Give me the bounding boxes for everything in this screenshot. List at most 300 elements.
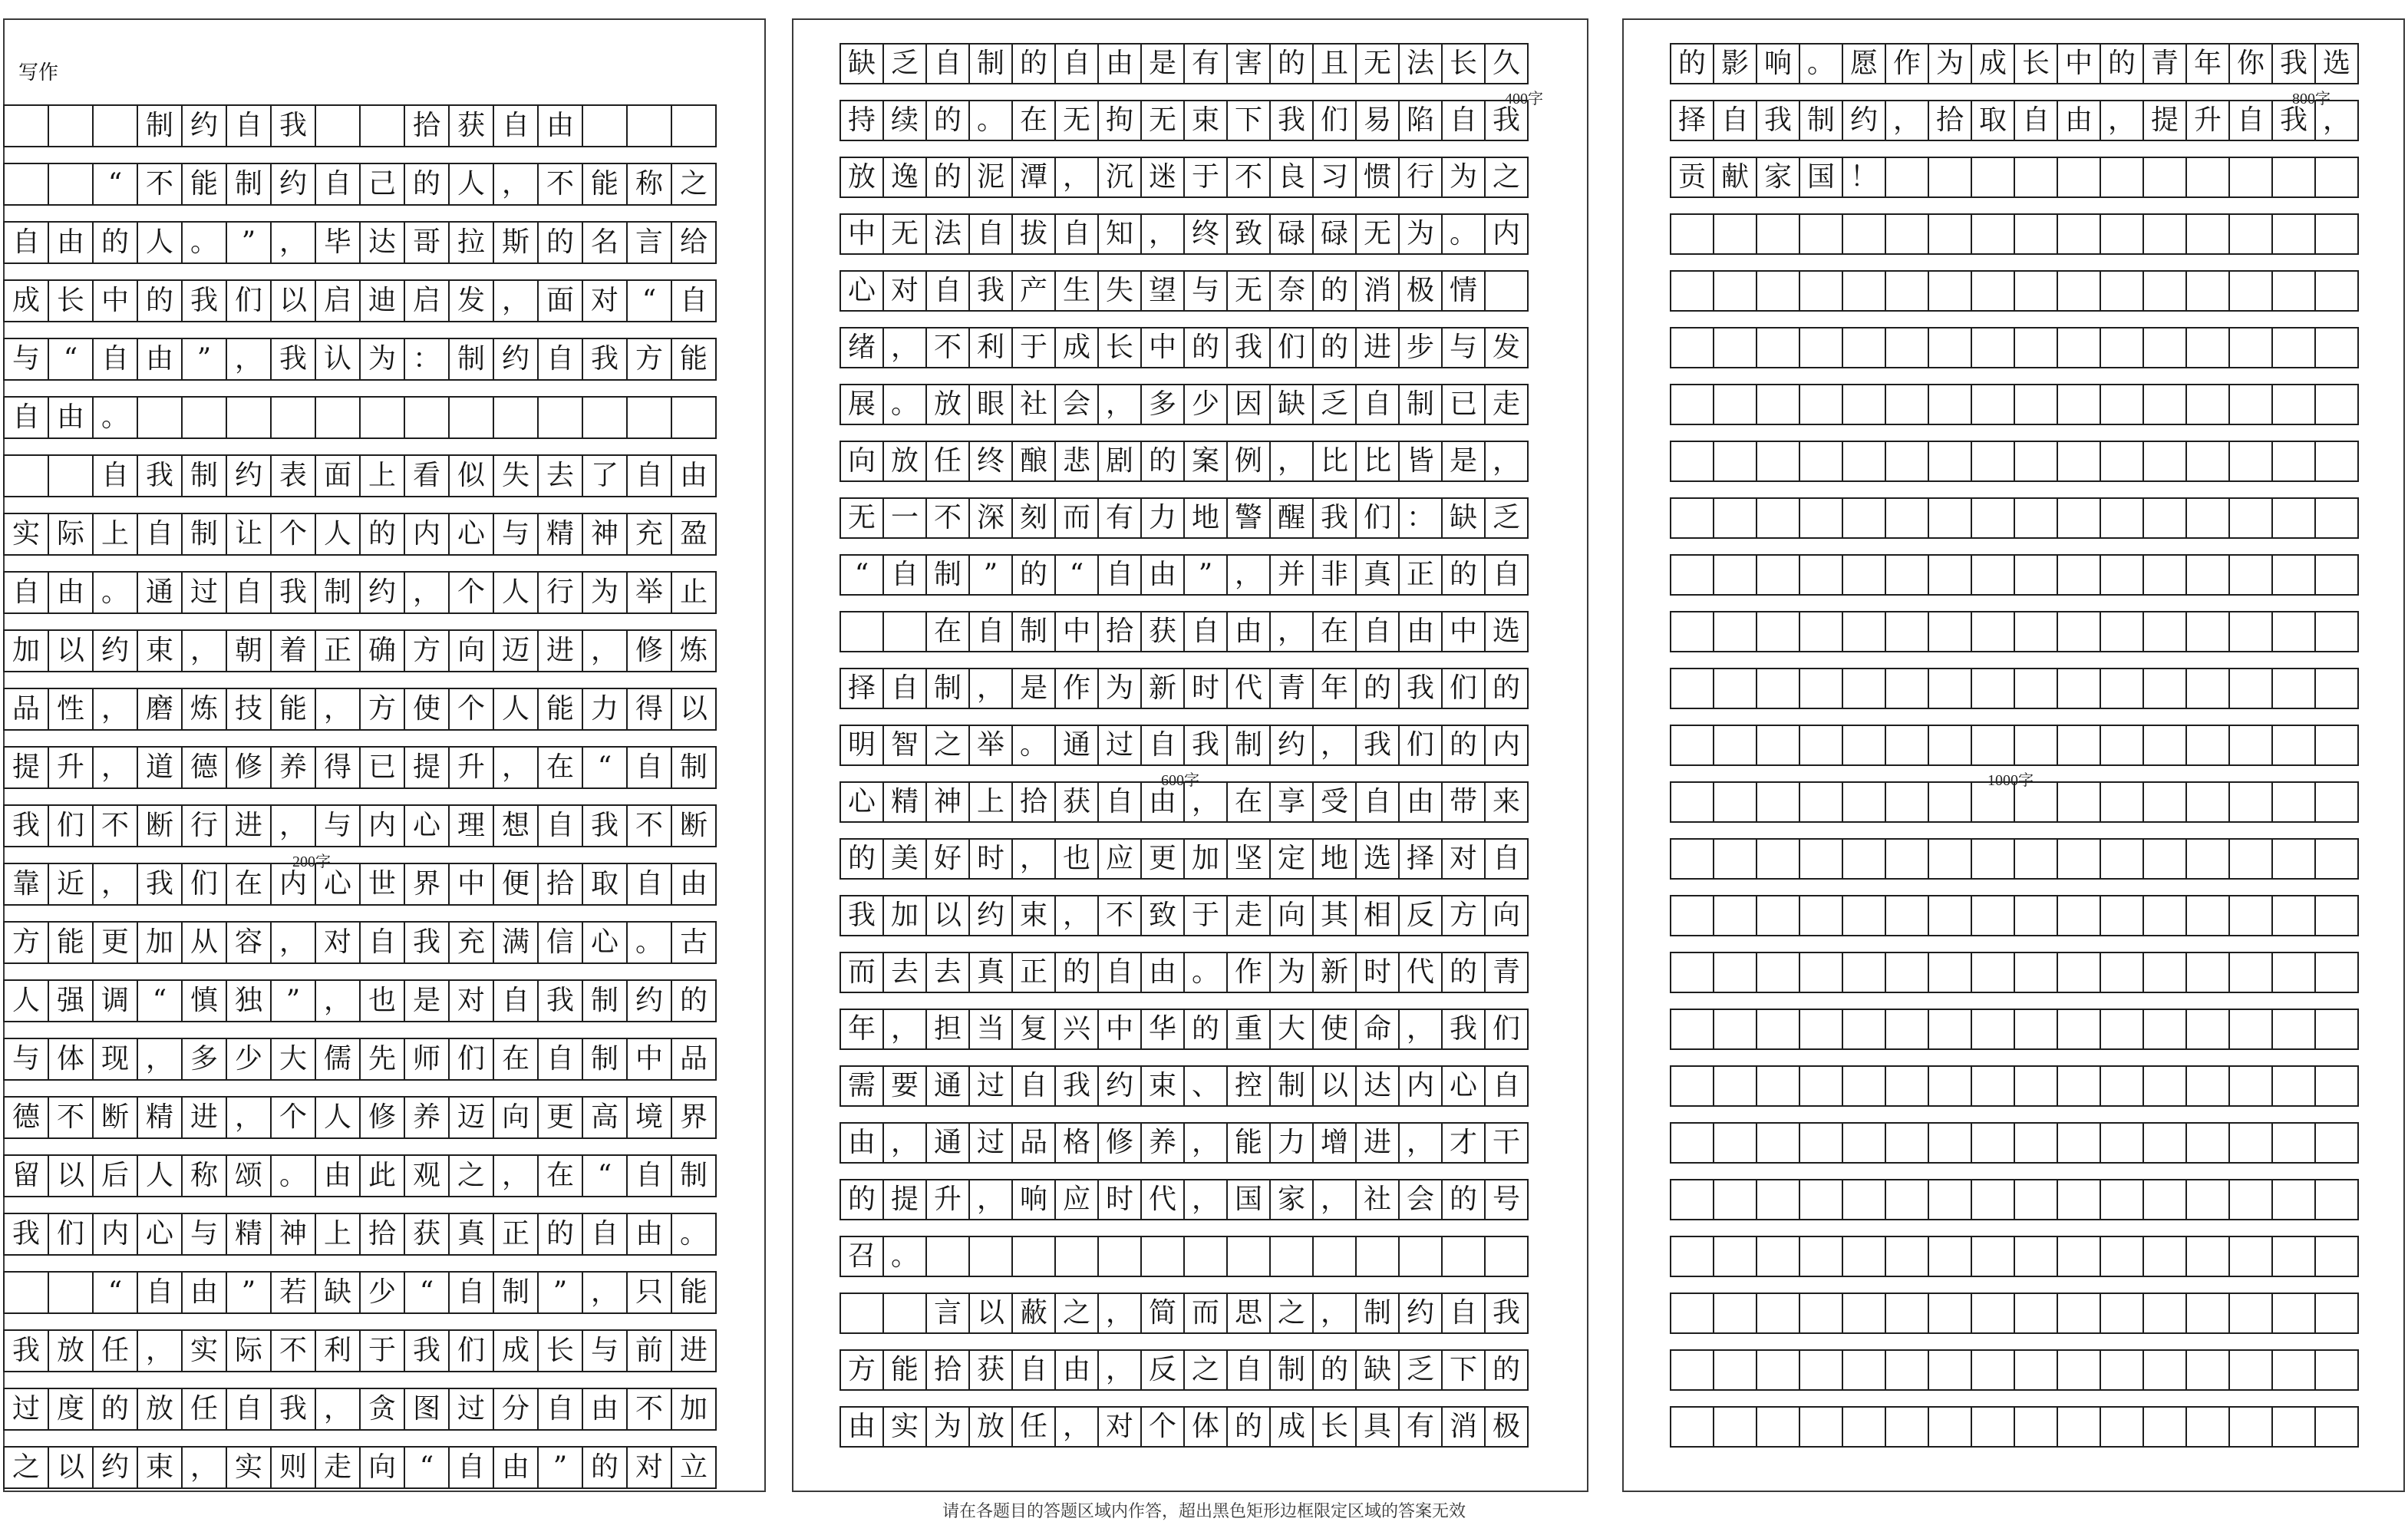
writing-cell: 上 <box>315 1213 361 1256</box>
writing-cell: 坚 <box>1226 838 1271 880</box>
writing-cell: 际 <box>48 513 94 556</box>
writing-cell: ， <box>493 746 539 789</box>
writing-cell <box>2271 213 2316 255</box>
writing-cell <box>2057 497 2101 539</box>
writing-cell: 先 <box>359 1038 405 1081</box>
writing-cell <box>1971 270 2015 312</box>
writing-cell <box>1799 1406 1843 1448</box>
writing-cell: 自 <box>1054 43 1099 84</box>
writing-cell <box>1713 213 1757 255</box>
writing-cell <box>1842 1293 1886 1334</box>
writing-grid-row <box>3 1446 715 1489</box>
writing-cell <box>2100 668 2144 709</box>
writing-cell <box>1842 781 1886 823</box>
writing-cell: 醒 <box>1269 497 1314 539</box>
writing-cell <box>1670 1349 1714 1391</box>
writing-cell <box>1885 725 1929 766</box>
writing-cell: 获 <box>404 1213 450 1256</box>
writing-cell: 行 <box>537 571 583 614</box>
writing-cell <box>2014 838 2058 880</box>
writing-cell: 哥 <box>404 221 450 264</box>
writing-cell: 则 <box>270 1446 316 1489</box>
writing-cell: 精 <box>537 513 583 556</box>
writing-cell: 自 <box>137 1271 183 1314</box>
writing-cell: 作 <box>1054 668 1099 709</box>
writing-cell: 。 <box>882 1236 927 1277</box>
writing-cell: 我 <box>2271 43 2316 84</box>
writing-cell <box>1011 1236 1056 1277</box>
writing-cell: 断 <box>92 1096 138 1139</box>
writing-cell: 之 <box>1484 157 1529 198</box>
writing-cell <box>1756 270 1800 312</box>
writing-cell <box>1928 952 1972 993</box>
writing-cell: 我 <box>1441 1009 1486 1050</box>
writing-cell <box>1842 1349 1886 1391</box>
writing-cell: 们 <box>448 1329 494 1372</box>
writing-grid-row <box>840 1122 1527 1164</box>
writing-cell: 人 <box>137 1154 183 1197</box>
writing-cell <box>582 104 628 147</box>
writing-cell: 分 <box>493 1388 539 1431</box>
writing-cell <box>1140 1236 1185 1277</box>
writing-cell <box>2057 270 2101 312</box>
writing-cell: 去 <box>925 952 970 993</box>
writing-cell <box>2314 497 2359 539</box>
writing-cell: 精 <box>226 1213 272 1256</box>
writing-cell <box>1670 838 1714 880</box>
writing-cell <box>2057 725 2101 766</box>
writing-cell <box>1928 895 1972 936</box>
writing-grid-row <box>1670 213 2357 255</box>
writing-cell: 内 <box>92 1213 138 1256</box>
writing-cell: 由 <box>626 1213 672 1256</box>
writing-cell: 我 <box>582 804 628 847</box>
writing-cell: 的 <box>925 100 970 141</box>
writing-cell: 人 <box>448 163 494 206</box>
writing-cell: 过 <box>968 1122 1013 1164</box>
writing-cell <box>1670 384 1714 425</box>
writing-grid-row <box>840 554 1527 596</box>
writing-cell <box>1971 838 2015 880</box>
writing-cell: 制 <box>448 338 494 381</box>
writing-cell: 升 <box>448 746 494 789</box>
writing-cell <box>2100 1179 2144 1220</box>
writing-cell <box>1713 1406 1757 1448</box>
writing-cell: 充 <box>448 921 494 964</box>
writing-cell <box>1799 781 1843 823</box>
writing-cell: 我 <box>1226 327 1271 368</box>
writing-cell: 我 <box>1484 100 1529 141</box>
writing-cell: 我 <box>181 279 227 322</box>
writing-cell <box>3 163 49 206</box>
writing-cell: 止 <box>671 571 717 614</box>
writing-cell: 立 <box>671 1446 717 1489</box>
writing-cell: 自 <box>968 611 1013 652</box>
writing-cell <box>2100 781 2144 823</box>
writing-cell <box>1885 213 1929 255</box>
writing-cell: 认 <box>315 338 361 381</box>
writing-cell: “ <box>92 1271 138 1314</box>
writing-cell: 制 <box>315 571 361 614</box>
writing-cell: 终 <box>968 441 1013 482</box>
writing-cell: 的 <box>1226 1406 1271 1448</box>
writing-cell: ， <box>968 1179 1013 1220</box>
writing-cell <box>1756 1349 1800 1391</box>
writing-cell: 束 <box>1183 100 1228 141</box>
writing-cell <box>1799 668 1843 709</box>
writing-cell <box>2185 1122 2230 1164</box>
writing-cell: 中 <box>448 863 494 906</box>
writing-cell: 家 <box>1269 1179 1314 1220</box>
writing-cell: 在 <box>493 1038 539 1081</box>
writing-cell <box>2057 781 2101 823</box>
writing-cell: 内 <box>359 804 405 847</box>
writing-cell: 约 <box>226 454 272 497</box>
writing-cell: 良 <box>1269 157 1314 198</box>
writing-cell: 只 <box>626 1271 672 1314</box>
writing-grid-row <box>1670 554 2357 596</box>
writing-cell: 我 <box>1183 725 1228 766</box>
writing-cell: 为 <box>1441 157 1486 198</box>
writing-cell <box>2100 895 2144 936</box>
writing-grid-row <box>3 746 715 789</box>
writing-cell: 无 <box>1355 213 1400 255</box>
writing-cell: 长 <box>537 1329 583 1372</box>
writing-cell: 于 <box>1183 895 1228 936</box>
writing-cell <box>2271 327 2316 368</box>
writing-cell: 长 <box>48 279 94 322</box>
writing-cell <box>2100 157 2144 198</box>
writing-cell: 并 <box>1269 554 1314 596</box>
writing-cell <box>582 396 628 439</box>
writing-cell <box>1928 838 1972 880</box>
writing-cell <box>2314 1406 2359 1448</box>
writing-cell: ， <box>226 1096 272 1139</box>
writing-cell: 体 <box>48 1038 94 1081</box>
writing-grid-row <box>3 396 715 439</box>
writing-cell: 无 <box>840 497 884 539</box>
writing-cell: 的 <box>537 221 583 264</box>
writing-cell <box>2100 952 2144 993</box>
writing-cell <box>2228 1065 2273 1107</box>
writing-cell <box>3 454 49 497</box>
writing-cell: 于 <box>1011 327 1056 368</box>
writing-cell: 自 <box>1484 838 1529 880</box>
writing-cell: 是 <box>1441 441 1486 482</box>
writing-cell <box>1971 384 2015 425</box>
writing-cell: 在 <box>925 611 970 652</box>
writing-cell <box>1971 1179 2015 1220</box>
writing-cell: 担 <box>925 1009 970 1050</box>
writing-cell: 能 <box>270 688 316 731</box>
writing-cell: 自 <box>1355 384 1400 425</box>
writing-cell: 由 <box>1054 1349 1099 1391</box>
writing-cell: 制 <box>493 1271 539 1314</box>
writing-cell <box>2185 952 2230 993</box>
writing-cell: 以 <box>270 279 316 322</box>
writing-cell: 自 <box>2014 100 2058 141</box>
writing-cell: 对 <box>315 921 361 964</box>
writing-cell: 干 <box>1484 1122 1529 1164</box>
writing-cell: 利 <box>968 327 1013 368</box>
writing-cell: 眼 <box>968 384 1013 425</box>
writing-cell: 刻 <box>1011 497 1056 539</box>
writing-grid-row <box>840 497 1527 539</box>
writing-cell: 信 <box>537 921 583 964</box>
writing-cell: 非 <box>1312 554 1357 596</box>
writing-cell: 由 <box>671 863 717 906</box>
writing-cell: 的 <box>1441 725 1486 766</box>
writing-cell: 比 <box>1355 441 1400 482</box>
writing-cell <box>2014 1065 2058 1107</box>
writing-cell <box>2228 725 2273 766</box>
writing-cell <box>1842 1406 1886 1448</box>
writing-grid-row <box>840 952 1527 993</box>
writing-cell <box>1756 1179 1800 1220</box>
writing-cell: 警 <box>1226 497 1271 539</box>
writing-cell <box>2100 725 2144 766</box>
writing-cell: 的 <box>1355 668 1400 709</box>
writing-cell <box>1713 1293 1757 1334</box>
writing-cell <box>2314 1349 2359 1391</box>
writing-cell: 比 <box>1312 441 1357 482</box>
writing-cell: 对 <box>448 979 494 1022</box>
writing-cell <box>1670 1293 1714 1334</box>
writing-cell: 在 <box>1226 781 1271 823</box>
writing-cell: 品 <box>671 1038 717 1081</box>
writing-cell: 对 <box>626 1446 672 1489</box>
writing-cell: 中 <box>626 1038 672 1081</box>
writing-cell <box>1971 1236 2015 1277</box>
writing-cell: 的 <box>404 163 450 206</box>
writing-cell: 响 <box>1756 43 1800 84</box>
writing-cell: 约 <box>1269 725 1314 766</box>
writing-cell: 是 <box>404 979 450 1022</box>
writing-cell: 加 <box>137 921 183 964</box>
writing-cell: 提 <box>3 746 49 789</box>
writing-cell: 而 <box>1183 1293 1228 1334</box>
writing-cell <box>2271 554 2316 596</box>
writing-cell: 代 <box>1226 668 1271 709</box>
writing-cell: 朝 <box>226 629 272 672</box>
writing-cell <box>2271 838 2316 880</box>
writing-cell: 使 <box>1312 1009 1357 1050</box>
writing-grid-row <box>3 1329 715 1372</box>
writing-cell <box>1670 1236 1714 1277</box>
writing-cell: 修 <box>226 746 272 789</box>
writing-grid-row <box>1670 952 2357 993</box>
writing-cell <box>1928 1065 1972 1107</box>
writing-grid-row <box>840 157 1527 198</box>
writing-cell: 的 <box>2100 43 2144 84</box>
writing-cell <box>2057 1236 2101 1277</box>
writing-cell <box>2100 1293 2144 1334</box>
writing-cell: 消 <box>1355 270 1400 312</box>
writing-cell <box>2271 270 2316 312</box>
writing-cell <box>1756 327 1800 368</box>
writing-cell: 。 <box>92 396 138 439</box>
writing-cell <box>2314 384 2359 425</box>
writing-cell <box>840 611 884 652</box>
writing-cell: 我 <box>840 895 884 936</box>
writing-cell <box>315 104 361 147</box>
writing-cell: 自 <box>2228 100 2273 141</box>
writing-cell <box>626 396 672 439</box>
writing-cell <box>1885 895 1929 936</box>
writing-cell <box>1756 1293 1800 1334</box>
writing-cell: 代 <box>1398 952 1443 993</box>
writing-cell <box>2314 838 2359 880</box>
writing-cell: 实 <box>181 1329 227 1372</box>
writing-cell: 。 <box>1799 43 1843 84</box>
writing-cell: 斯 <box>493 221 539 264</box>
writing-cell: 品 <box>1011 1122 1056 1164</box>
writing-cell <box>2185 838 2230 880</box>
writing-cell <box>1713 1236 1757 1277</box>
writing-cell: 命 <box>1355 1009 1400 1050</box>
writing-cell <box>1799 270 1843 312</box>
writing-cell: 自 <box>226 1388 272 1431</box>
writing-cell <box>1713 327 1757 368</box>
writing-grid-row <box>3 163 715 206</box>
writing-cell: 更 <box>1140 838 1185 880</box>
writing-cell <box>1756 611 1800 652</box>
writing-cell: 自 <box>626 1154 672 1197</box>
writing-cell: 法 <box>1398 43 1443 84</box>
writing-cell: 沉 <box>1097 157 1142 198</box>
writing-grid-row <box>840 1009 1527 1050</box>
writing-grid-row <box>3 1038 715 1081</box>
writing-cell <box>1885 1065 1929 1107</box>
writing-cell: 看 <box>404 454 450 497</box>
writing-cell: 获 <box>968 1349 1013 1391</box>
writing-cell <box>2271 1179 2316 1220</box>
writing-grid-row <box>3 1154 715 1197</box>
writing-cell: ， <box>1183 781 1228 823</box>
writing-cell <box>1756 725 1800 766</box>
writing-cell <box>48 454 94 497</box>
writing-cell: ， <box>226 338 272 381</box>
writing-cell <box>1799 725 1843 766</box>
writing-cell: 与 <box>3 338 49 381</box>
writing-cell <box>48 1271 94 1314</box>
writing-cell: 个 <box>270 513 316 556</box>
writing-cell: ， <box>1097 384 1142 425</box>
writing-cell: 升 <box>48 746 94 789</box>
writing-cell: “ <box>582 746 628 789</box>
writing-cell <box>1885 327 1929 368</box>
writing-cell <box>2014 554 2058 596</box>
writing-cell: 制 <box>968 43 1013 84</box>
writing-cell <box>2100 327 2144 368</box>
writing-cell <box>2100 1406 2144 1448</box>
writing-cell: 持 <box>840 100 884 141</box>
writing-cell <box>2314 952 2359 993</box>
writing-cell <box>1670 270 1714 312</box>
writing-cell: ， <box>1398 1122 1443 1164</box>
writing-cell: 自 <box>1097 952 1142 993</box>
writing-cell: 们 <box>226 279 272 322</box>
writing-cell: 自 <box>925 270 970 312</box>
writing-cell: 有 <box>1097 497 1142 539</box>
writing-cell <box>1928 1236 1972 1277</box>
writing-cell: 新 <box>1312 952 1357 993</box>
writing-cell: 的 <box>1054 952 1099 993</box>
writing-cell: 养 <box>1140 1122 1185 1164</box>
writing-cell <box>2100 213 2144 255</box>
writing-cell: 作 <box>1885 43 1929 84</box>
writing-cell: 愿 <box>1842 43 1886 84</box>
writing-cell <box>2228 1122 2273 1164</box>
writing-cell: 极 <box>1484 1406 1529 1448</box>
writing-cell: 要 <box>882 1065 927 1107</box>
writing-cell <box>1971 1349 2015 1391</box>
writing-cell: 束 <box>137 629 183 672</box>
writing-cell: 断 <box>671 804 717 847</box>
writing-cell: 约 <box>493 338 539 381</box>
writing-cell <box>1885 668 1929 709</box>
writing-cell: 个 <box>270 1096 316 1139</box>
writing-cell <box>2057 1009 2101 1050</box>
writing-cell <box>226 396 272 439</box>
writing-cell <box>2014 1293 2058 1334</box>
writing-cell: 贡 <box>1670 157 1714 198</box>
writing-cell: 大 <box>1269 1009 1314 1050</box>
writing-cell: 为 <box>1928 43 1972 84</box>
writing-cell: 献 <box>1713 157 1757 198</box>
writing-cell: 社 <box>1355 1179 1400 1220</box>
writing-cell: 少 <box>1183 384 1228 425</box>
writing-cell: 自 <box>1011 1349 1056 1391</box>
writing-cell <box>2142 1122 2187 1164</box>
writing-cell: 当 <box>968 1009 1013 1050</box>
writing-cell <box>2185 327 2230 368</box>
writing-grid-row <box>840 213 1527 255</box>
writing-cell <box>2057 952 2101 993</box>
writing-cell: ， <box>1097 1349 1142 1391</box>
writing-cell: 对 <box>1441 838 1486 880</box>
writing-cell <box>2185 725 2230 766</box>
writing-cell <box>2185 441 2230 482</box>
writing-cell: 由 <box>1398 611 1443 652</box>
writing-cell: 制 <box>1355 1293 1400 1334</box>
writing-cell <box>1756 1122 1800 1164</box>
writing-cell: 的 <box>1312 1349 1357 1391</box>
writing-cell <box>1670 213 1714 255</box>
writing-cell <box>1355 1236 1400 1277</box>
writing-cell <box>1971 157 2015 198</box>
writing-cell: 此 <box>359 1154 405 1197</box>
writing-cell: 举 <box>626 571 672 614</box>
writing-cell <box>1713 838 1757 880</box>
writing-cell: 迪 <box>359 279 405 322</box>
writing-cell <box>2014 1349 2058 1391</box>
writing-cell: 约 <box>1398 1293 1443 1334</box>
writing-cell: 易 <box>1355 100 1400 141</box>
writing-cell: 自 <box>226 104 272 147</box>
writing-cell <box>1842 838 1886 880</box>
writing-cell <box>2142 1406 2187 1448</box>
writing-grid-row <box>3 513 715 556</box>
writing-cell <box>2228 952 2273 993</box>
writing-cell <box>2142 270 2187 312</box>
writing-cell: 也 <box>359 979 405 1022</box>
writing-cell <box>359 396 405 439</box>
writing-cell <box>1670 952 1714 993</box>
writing-cell: 剧 <box>1097 441 1142 482</box>
writing-cell <box>1971 1122 2015 1164</box>
writing-cell: 的 <box>1484 668 1529 709</box>
